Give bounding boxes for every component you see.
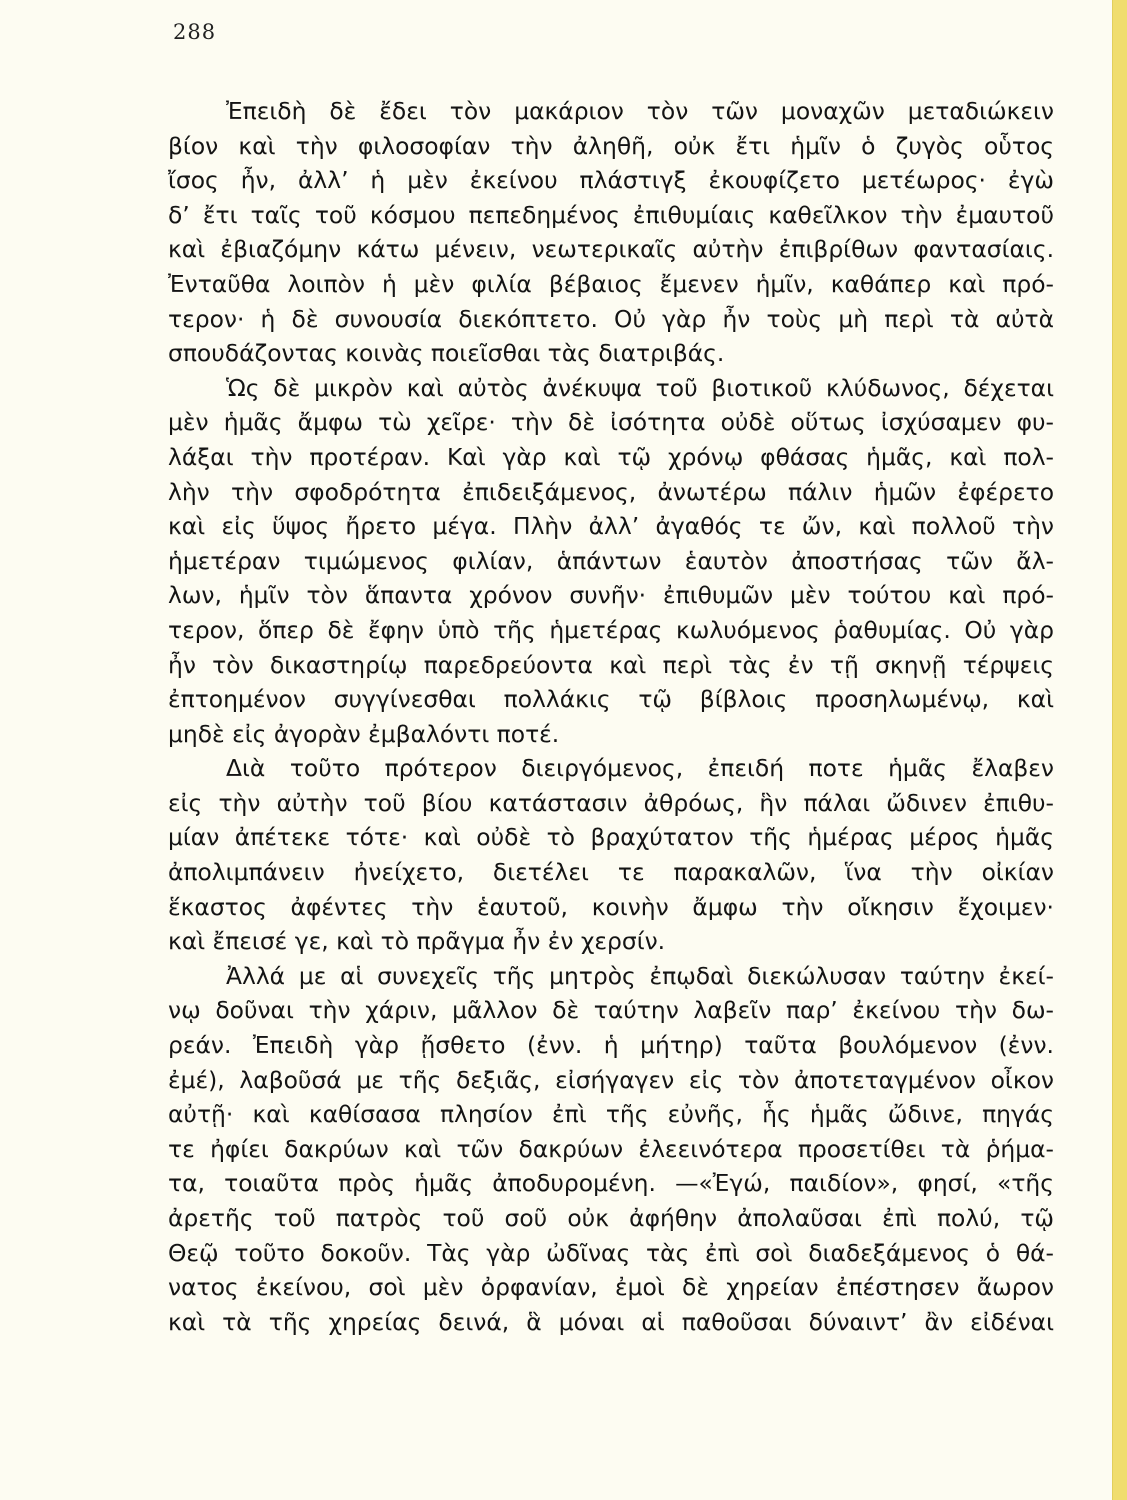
text-line: ρεάν. Ἐπειδὴ γὰρ ᾔσθετο (ἐνν. ἡ μήτηρ) ταῦτα βουλόμενον (ἐνν.: [168, 1031, 1054, 1060]
text-line: τερον· ἡ δὲ συνουσία διεκόπτετο. Οὐ γὰρ ἦν τοὺς μὴ περὶ τὰ αὐτὰ: [168, 304, 1054, 333]
text-line: ἴσος ἦν, ἀλλ’ ἡ μὲν ἐκείνου πλάστιγξ ἐκουφίζετο μετέωρος· ἐγὼ: [168, 166, 1054, 195]
text-line: Ἐπειδὴ δὲ ἔδει τὸν μακάριον τὸν τῶν μοναχῶν μεταδιώκειν: [226, 97, 1054, 125]
text-block: [168, 94, 1054, 1339]
text-line: λων, ἡμῖν τὸν ἅπαντα χρόνον συνῆν· ἐπιθυμῶν μὲν τούτου καὶ πρό-: [168, 581, 1054, 610]
text-line: βίον καὶ τὴν φιλοσοφίαν τὴν ἀληθῆ, οὐκ ἔτι ἡμῖν ὁ ζυγὸς οὗτος: [168, 131, 1054, 160]
text-line: ἀπολιμπάνειν ἠνείχετο, διετέλει τε παρακαλῶν, ἵνα τὴν οἰκίαν: [168, 858, 1054, 887]
text-line: Ἀλλά με αἱ συνεχεῖς τῆς μητρὸς ἐπῳδαὶ διεκώλυσαν ταύτην ἐκεί-: [226, 961, 1054, 990]
text-line: καὶ ἐβιαζόμην κάτω μένειν, νεωτερικαῖς αὐτὴν ἐπιβρίθων φαντασίαις.: [168, 235, 1054, 264]
text-line: Ὡς δὲ μικρὸν καὶ αὐτὸς ἀνέκυψα τοῦ βιοτικοῦ κλύδωνος, δέχεται: [226, 373, 1054, 402]
text-line: ἐπτοημένον συγγίνεσθαι πολλάκις τῷ βίβλοις προσηλωμένῳ, καὶ: [168, 685, 1054, 714]
text-line: Ἐνταῦθα λοιπὸν ἡ μὲν φιλία βέβαιος ἔμενεν ἡμῖν, καθάπερ καὶ πρό-: [168, 269, 1054, 298]
text-line: μίαν ἀπέτεκε τότε· καὶ οὐδὲ τὸ βραχύτατον τῆς ἡμέρας μέρος ἡμᾶς: [168, 823, 1054, 852]
text-line: νῳ δοῦναι τὴν χάριν, μᾶλλον δὲ ταύτην λαβεῖν παρ’ ἐκείνου τὴν δω-: [168, 996, 1054, 1025]
text-line: ἡμετέραν τιμώμενος φιλίαν, ἁπάντων ἑαυτὸν ἀποστήσας τῶν ἄλ-: [168, 546, 1054, 575]
page-edge: [1112, 0, 1127, 1500]
text-line: ἐμέ), λαβοῦσά με τῆς δεξιᾶς, εἰσήγαγεν εἰς τὸν ἀποτεταγμένον οἶκον: [168, 1065, 1054, 1094]
page-number: 288: [173, 20, 217, 44]
text-line: ἦν τὸν δικαστηρίῳ παρεδρεύοντα καὶ περὶ τὰς ἐν τῇ σκηνῇ τέρψεις: [168, 650, 1054, 679]
text-line: αὐτῇ· καὶ καθίσασα πλησίον ἐπὶ τῆς εὐνῆς, ἧς ἡμᾶς ὤδινε, πηγάς: [168, 1100, 1054, 1129]
text-line: καὶ ἔπεισέ γε, καὶ τὸ πρᾶγμα ἦν ἐν χερσίν.: [168, 927, 666, 956]
text-line: καὶ εἰς ὕψος ἤρετο μέγα. Πλὴν ἀλλ’ ἀγαθός τε ὤν, καὶ πολλοῦ τὴν: [168, 512, 1054, 541]
text-line: νατος ἐκείνου, σοὶ μὲν ὀρφανίαν, ἐμοὶ δὲ χηρείαν ἐπέστησεν ἄωρον: [168, 1273, 1054, 1302]
text-line: Θεῷ τοῦτο δοκοῦν. Τὰς γὰρ ὠδῖνας τὰς ἐπὶ σοὶ διαδεξάμενος ὁ θά-: [168, 1238, 1054, 1267]
text-line: ἕκαστος ἀφέντες τὴν ἑαυτοῦ, κοινὴν ἄμφω τὴν οἴκησιν ἔχοιμεν·: [168, 892, 1054, 921]
text-line: Διὰ τοῦτο πρότερον διειργόμενος, ἐπειδή ποτε ἡμᾶς ἔλαβεν: [226, 754, 1054, 783]
text-line: τερον, ὅπερ δὲ ἔφην ὑπὸ τῆς ἡμετέρας κωλυόμενος ῥαθυμίας. Οὐ γὰρ: [168, 615, 1054, 644]
text-line: τα, τοιαῦτα πρὸς ἡμᾶς ἀποδυρομένη. —«Ἐγώ, παιδίον», φησί, «τῆς: [168, 1169, 1054, 1198]
text-line: καὶ τὰ τῆς χηρείας δεινά, ἃ μόναι αἱ παθοῦσαι δύναιντ’ ἂν εἰδέναι: [168, 1307, 1054, 1336]
text-line: μηδὲ εἰς ἀγορὰν ἐμβαλόντι ποτέ.: [168, 719, 560, 748]
text-line: εἰς τὴν αὐτὴν τοῦ βίου κατάστασιν ἀθρόως, ἣν πάλαι ὤδινεν ἐπιθυ-: [168, 788, 1054, 817]
text-line: λὴν τὴν σφοδρότητα ἐπιδειξάμενος, ἀνωτέρω πάλιν ἡμῶν ἐφέρετο: [168, 477, 1054, 506]
text-line: σπουδάζοντας κοινὰς ποιεῖσθαι τὰς διατριβάς.: [168, 339, 725, 368]
text-line: τε ἠφίει δακρύων καὶ τῶν δακρύων ἐλεεινότερα προσετίθει τὰ ῥήμα-: [168, 1134, 1054, 1163]
text-line: λάξαι τὴν προτέραν. Καὶ γὰρ καὶ τῷ χρόνῳ φθάσας ἡμᾶς, καὶ πολ-: [168, 442, 1054, 471]
text-line: ἀρετῆς τοῦ πατρὸς τοῦ σοῦ οὐκ ἀφήθην ἀπολαῦσαι ἐπὶ πολύ, τῷ: [168, 1204, 1054, 1232]
text-line: μὲν ἡμᾶς ἄμφω τὼ χεῖρε· τὴν δὲ ἰσότητα οὐδὲ οὕτως ἰσχύσαμεν φυ-: [168, 408, 1054, 437]
text-line: δ’ ἔτι ταῖς τοῦ κόσμου πεπεδημένος ἐπιθυμίαις καθεῖλκον τὴν ἐμαυτοῦ: [168, 200, 1054, 229]
